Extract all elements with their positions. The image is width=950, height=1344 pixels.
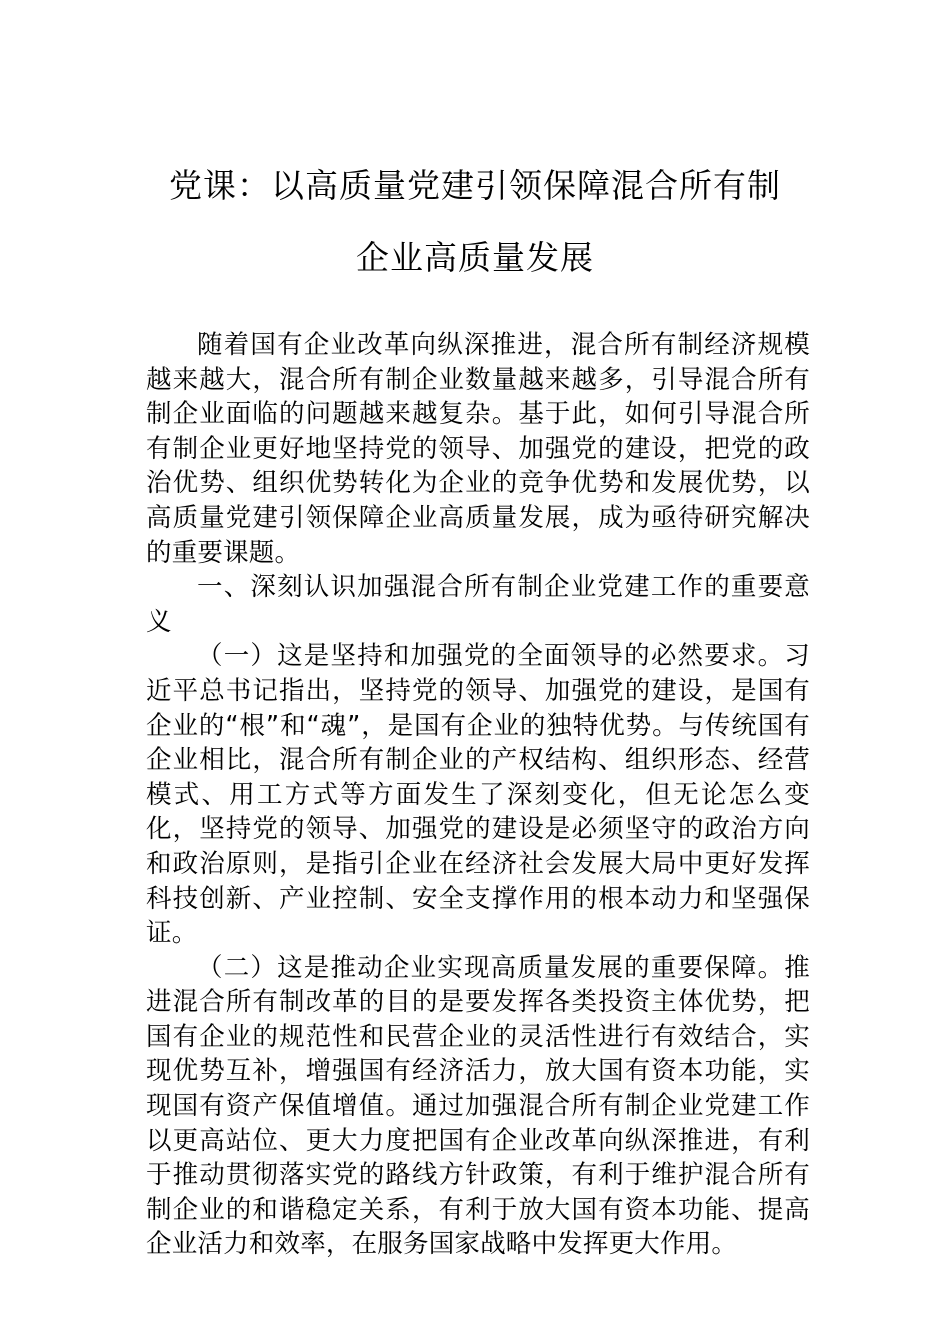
section-paragraph-2: （二）这是推动企业实现高质量发展的重要保障。推进混合所有制改革的目的是要发挥各类投资主体优势，把国有企业的规范性和民营企业的灵活性进行有效结合，实现优势互补，增强国有经济活力，放大国有资本功能，实现国有资产保值增值。通过加强混合所有制企业党建工作以更高站位、更大力度把国有企业改革向纵深推进，有利于推动贯彻落实党的路线方针政策，有利于维护混合所有制企业的和谐稳定关系，有利于放大国有资本功能、提高企业活力和效率，在服务国家战略中发挥更大作用。 bbox=[146, 952, 810, 1260]
intro-paragraph: 随着国有企业改革向纵深推进，混合所有制经济规模越来越大，混合所有制企业数量越来越多，引导混合所有制企业面临的问题越来越复杂。基于此，如何引导混合所有制企业更好地坚持党的领导、加强党的建设，把党的政治优势、组织优势转化为企业的竞争优势和发展优势，以高质量党建引领保障企业高质量发展，成为亟待研究解决的重要课题。 bbox=[146, 330, 810, 568]
document-body bbox=[146, 328, 810, 1262]
section-heading-1: 一、深刻认识加强混合所有制企业党建工作的重要意义 bbox=[146, 572, 810, 637]
section-paragraph-1: （一）这是坚持和加强党的全面领导的必然要求。习近平总书记指出，坚持党的领导、加强党的建设，是国有企业的“根”和“魂”，是国有企业的独特优势。与传统国有企业相比，混合所有制企业的产权结构、组织形态、经营模式、用工方式等方面发生了深刻变化，但无论怎么变化，坚持党的领导、加强党的建设是必须坚守的政治方向和政治原则，是指引企业在经济社会发展大局中更好发挥科技创新、产业控制、安全支撑作用的根本动力和坚强保证。 bbox=[146, 641, 810, 949]
document-title-line-2: 企业高质量发展 bbox=[356, 238, 594, 277]
document-title-line-1: 党课：以高质量党建引领保障混合所有制 bbox=[169, 166, 781, 205]
